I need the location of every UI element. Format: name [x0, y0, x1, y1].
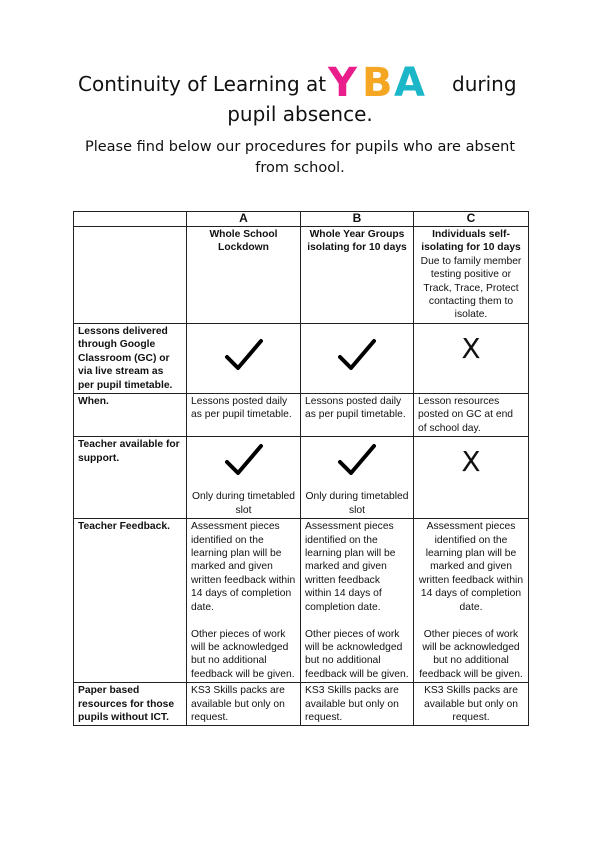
paper-b: KS3 Skills packs are available but only on request.: [301, 683, 414, 726]
lessons-c-x-mark: X: [414, 324, 529, 394]
teacher-available-a-note: Only during timetabled slot: [191, 491, 296, 516]
svg-text:B: B: [362, 62, 393, 100]
yba-logo: [326, 62, 436, 100]
check-icon: [337, 442, 377, 478]
scenario-a: Whole School Lockdown: [187, 227, 301, 324]
teacher-available-b-note: Only during timetabled slot: [305, 491, 409, 516]
feedback-b-cell: [301, 519, 414, 683]
paper-a: KS3 Skills packs are available but only on request.: [187, 683, 301, 726]
title-part-2: during: [452, 72, 517, 96]
when-a: Lessons posted daily as per pupil timetable.: [187, 394, 301, 437]
when-label: When.: [74, 394, 187, 437]
scenario-c-title: Individuals self-isolating for 10 days: [421, 229, 521, 254]
teacher-available-b-cell: [301, 437, 414, 519]
feedback-a-para2: Other pieces of work will be acknowledged but no additional feedback will be given.: [191, 628, 295, 680]
column-b-header: B: [301, 212, 414, 227]
teacher-available-c-x-mark: X: [414, 437, 529, 519]
scenario-empty-cell: [74, 227, 187, 324]
feedback-label: Teacher Feedback.: [74, 519, 187, 683]
feedback-a-cell: [187, 519, 301, 683]
scenario-row: [74, 227, 529, 324]
svg-text:A: A: [394, 62, 425, 100]
check-icon: [224, 337, 264, 373]
column-c-header: C: [414, 212, 529, 227]
check-icon: [337, 337, 377, 373]
feedback-b-para1: Assessment pieces identified on the learning plan will be marked and given written feedback within 14 days of completion date.: [305, 521, 396, 613]
feedback-c-para1: Assessment pieces identified on the learning plan will be marked and given written feedback within 14 days of completion date.: [418, 521, 524, 613]
lessons-a-cell: [187, 324, 301, 394]
when-row: [74, 394, 529, 437]
teacher-available-row: [74, 437, 529, 519]
feedback-row: [74, 519, 529, 683]
teacher-available-a-cell: [187, 437, 301, 519]
feedback-b-para2: Other pieces of work will be acknowledged but no additional feedback will be given.: [305, 628, 409, 680]
teacher-available-label: Teacher available for support.: [74, 437, 187, 519]
lessons-row: [74, 324, 529, 394]
when-b: Lessons posted daily as per pupil timetable.: [301, 394, 414, 437]
paper-c: KS3 Skills packs are available but only on request.: [414, 683, 529, 726]
feedback-c-cell: [414, 519, 529, 683]
title-line-2: pupil absence.: [227, 102, 373, 126]
check-icon: [224, 442, 264, 478]
feedback-a-para1: Assessment pieces identified on the learning plan will be marked and given written feedback within 14 days of completion date.: [191, 521, 296, 613]
scenario-c-note: Due to family member testing positive or Track, Trace, Protect contacting them to isolate.: [420, 255, 522, 321]
column-a-header: A: [187, 212, 301, 227]
title-part-1: Continuity of Learning at: [78, 72, 327, 96]
paper-label: Paper based resources for those pupils without ICT.: [74, 683, 187, 726]
procedures-table: [73, 211, 529, 726]
intro-text: Please find below our procedures for pupils who are absent from school.: [84, 139, 516, 176]
when-c: Lesson resources posted on GC at end of school day.: [414, 394, 529, 437]
lessons-label: Lessons delivered through Google Classroom (GC) or via live stream as per pupil timetable.: [74, 324, 187, 394]
header-empty-cell: [74, 212, 187, 227]
scenario-b: Whole Year Groups isolating for 10 days: [301, 227, 414, 324]
svg-text:Y: Y: [328, 62, 357, 100]
column-header-row: [74, 212, 529, 227]
paper-row: [74, 683, 529, 726]
scenario-c: [414, 227, 529, 324]
document-title: [0, 60, 600, 130]
lessons-b-cell: [301, 324, 414, 394]
feedback-c-para2: Other pieces of work will be acknowledged but no additional feedback will be given.: [419, 628, 523, 680]
